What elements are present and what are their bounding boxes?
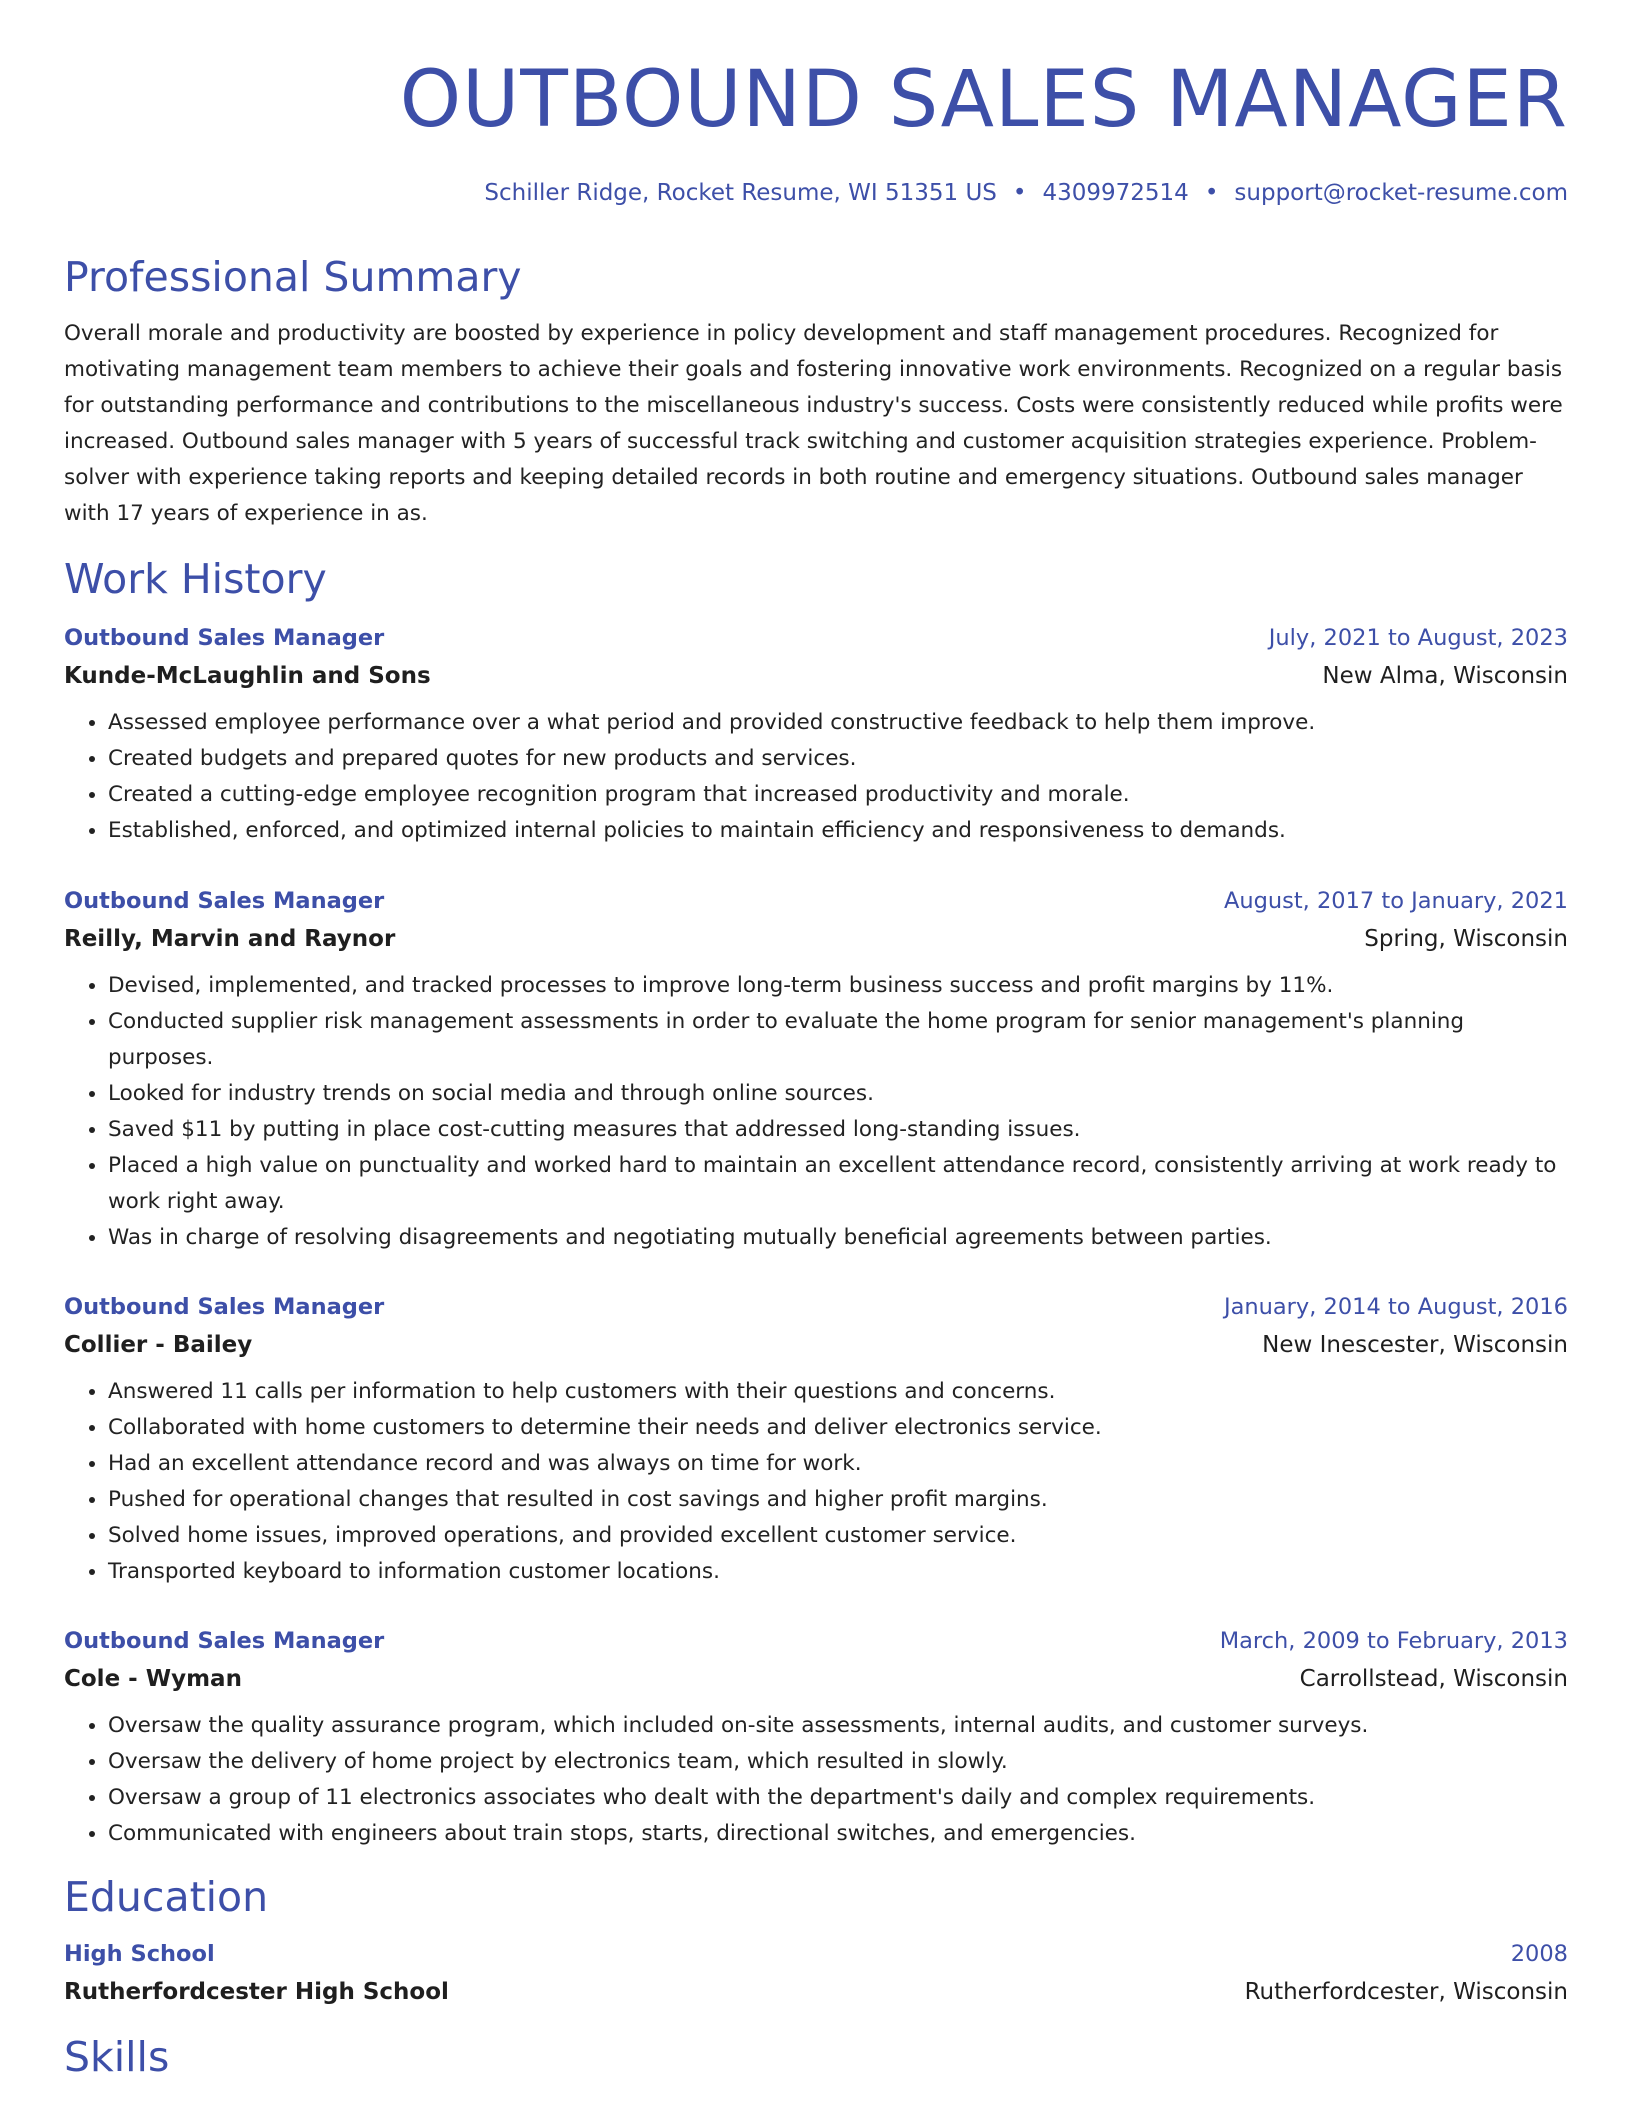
job-location: Carrollstead, Wisconsin — [1299, 1666, 1568, 1692]
job-bullet: • Devised, implemented, and tracked processes to improve long-term business success and profit margins by 11%. — [108, 968, 1568, 1004]
job-dates: July, 2021 to August, 2023 — [1268, 625, 1568, 651]
job-bullets — [64, 705, 1568, 849]
job-subheader — [64, 1659, 1568, 1699]
education-school: Rutherfordcester High School — [64, 1979, 449, 2005]
job-entry — [64, 1289, 1568, 1590]
job-bullet: • Placed a high value on punctuality and worked hard to maintain an excellent attendance record, consistently arriving at work ready to work right away. — [108, 1148, 1568, 1220]
job-bullet: • Had an excellent attendance record and was always on time for work. — [108, 1446, 1568, 1482]
section-title-skills: Skills — [64, 2033, 170, 2081]
job-subheader — [64, 1325, 1568, 1365]
section-title-summary: Professional Summary — [64, 253, 522, 301]
job-bullet: • Oversaw a group of 11 electronics associates who dealt with the department's daily and complex requirements. — [108, 1780, 1568, 1816]
job-header — [64, 1289, 1568, 1325]
job-location: Spring, Wisconsin — [1364, 926, 1568, 952]
section-title-education: Education — [64, 1873, 269, 1921]
contact-address: Schiller Ridge, Rocket Resume, WI 51351 US — [484, 180, 997, 206]
section-title-work-history: Work History — [64, 555, 327, 603]
education-header — [64, 1936, 1568, 1972]
contact-separator: • — [1204, 180, 1219, 206]
job-dates: January, 2014 to August, 2016 — [1223, 1294, 1568, 1320]
job-dates: March, 2009 to February, 2013 — [1219, 1628, 1568, 1654]
job-bullets — [64, 1374, 1568, 1590]
contact-line — [64, 178, 1568, 208]
job-bullet: • Created a cutting-edge employee recognition program that increased productivity and morale. — [108, 777, 1568, 813]
job-company: Cole - Wyman — [64, 1666, 242, 1692]
job-header — [64, 620, 1568, 656]
job-bullet: • Oversaw the quality assurance program, which included on-site assessments, internal audits, and customer surveys. — [108, 1708, 1568, 1744]
job-location: New Alma, Wisconsin — [1322, 663, 1568, 689]
job-company: Collier - Bailey — [64, 1332, 253, 1358]
education-year: 2008 — [1510, 1941, 1568, 1967]
summary-text: Overall morale and productivity are boosted by experience in policy development and staff management procedures. Recognized for motivating management team members to achieve their goals and fostering innovative work environments. Recognized on a regular basis for outstanding performance and contributions to the miscellaneous industry's success. Costs were consistently reduced while profits were increased. Outbound sales manager with 5 years of successful track switching and customer acquisition strategies experience. Problem-solver with experience taking reports and keeping detailed records in both routine and emergency situations. Outbound sales manager with 17 years of experience in as. — [64, 321, 1563, 526]
job-bullet: • Pushed for operational changes that resulted in cost savings and higher profit margins. — [108, 1482, 1568, 1518]
job-role: Outbound Sales Manager — [64, 625, 385, 651]
contact-email[interactable]: support@rocket-resume.com — [1234, 180, 1568, 206]
job-bullet: • Transported keyboard to information customer locations. — [108, 1554, 1568, 1590]
job-bullet: • Solved home issues, improved operations, and provided excellent customer service. — [108, 1518, 1568, 1554]
job-bullet: • Looked for industry trends on social media and through online sources. — [108, 1076, 1568, 1112]
job-role: Outbound Sales Manager — [64, 1294, 385, 1320]
job-header — [64, 1623, 1568, 1659]
job-role: Outbound Sales Manager — [64, 888, 385, 914]
education-entry — [64, 1936, 1568, 2012]
job-bullet: • Answered 11 calls per information to help customers with their questions and concerns. — [108, 1374, 1568, 1410]
job-dates: August, 2017 to January, 2021 — [1223, 888, 1568, 914]
job-entry — [64, 1623, 1568, 1852]
education-location: Rutherfordcester, Wisconsin — [1244, 1979, 1568, 2005]
job-bullet: • Established, enforced, and optimized internal policies to maintain efficiency and responsiveness to demands. — [108, 813, 1568, 849]
job-bullet: • Assessed employee performance over a what period and provided constructive feedback to help them improve. — [108, 705, 1568, 741]
job-bullets — [64, 1708, 1568, 1852]
education-subheader — [64, 1972, 1568, 2012]
job-bullets — [64, 968, 1568, 1256]
job-role: Outbound Sales Manager — [64, 1628, 385, 1654]
education-degree: High School — [64, 1941, 215, 1967]
contact-phone: 4309972514 — [1042, 180, 1189, 206]
job-entry — [64, 883, 1568, 1256]
job-bullet: • Communicated with engineers about train stops, starts, directional switches, and emergencies. — [108, 1816, 1568, 1852]
job-company: Reilly, Marvin and Raynor — [64, 926, 396, 952]
job-subheader — [64, 919, 1568, 959]
contact-separator: • — [1012, 180, 1027, 206]
job-entry — [64, 620, 1568, 849]
job-subheader — [64, 656, 1568, 696]
job-bullet: • Oversaw the delivery of home project by electronics team, which resulted in slowly. — [108, 1744, 1568, 1780]
job-bullet: • Conducted supplier risk management assessments in order to evaluate the home program for senior management's planning purposes. — [108, 1004, 1568, 1076]
job-header — [64, 883, 1568, 919]
job-bullet: • Created budgets and prepared quotes for new products and services. — [108, 741, 1568, 777]
job-bullet: • Collaborated with home customers to determine their needs and deliver electronics service. — [108, 1410, 1568, 1446]
job-company: Kunde-McLaughlin and Sons — [64, 663, 431, 689]
job-bullet: • Saved $11 by putting in place cost-cutting measures that addressed long-standing issues. — [108, 1112, 1568, 1148]
resume-title: OUTBOUND SALES MANAGER — [399, 55, 1568, 145]
job-bullet: • Was in charge of resolving disagreements and negotiating mutually beneficial agreements between parties. — [108, 1220, 1568, 1256]
job-location: New Inescester, Wisconsin — [1262, 1332, 1568, 1358]
